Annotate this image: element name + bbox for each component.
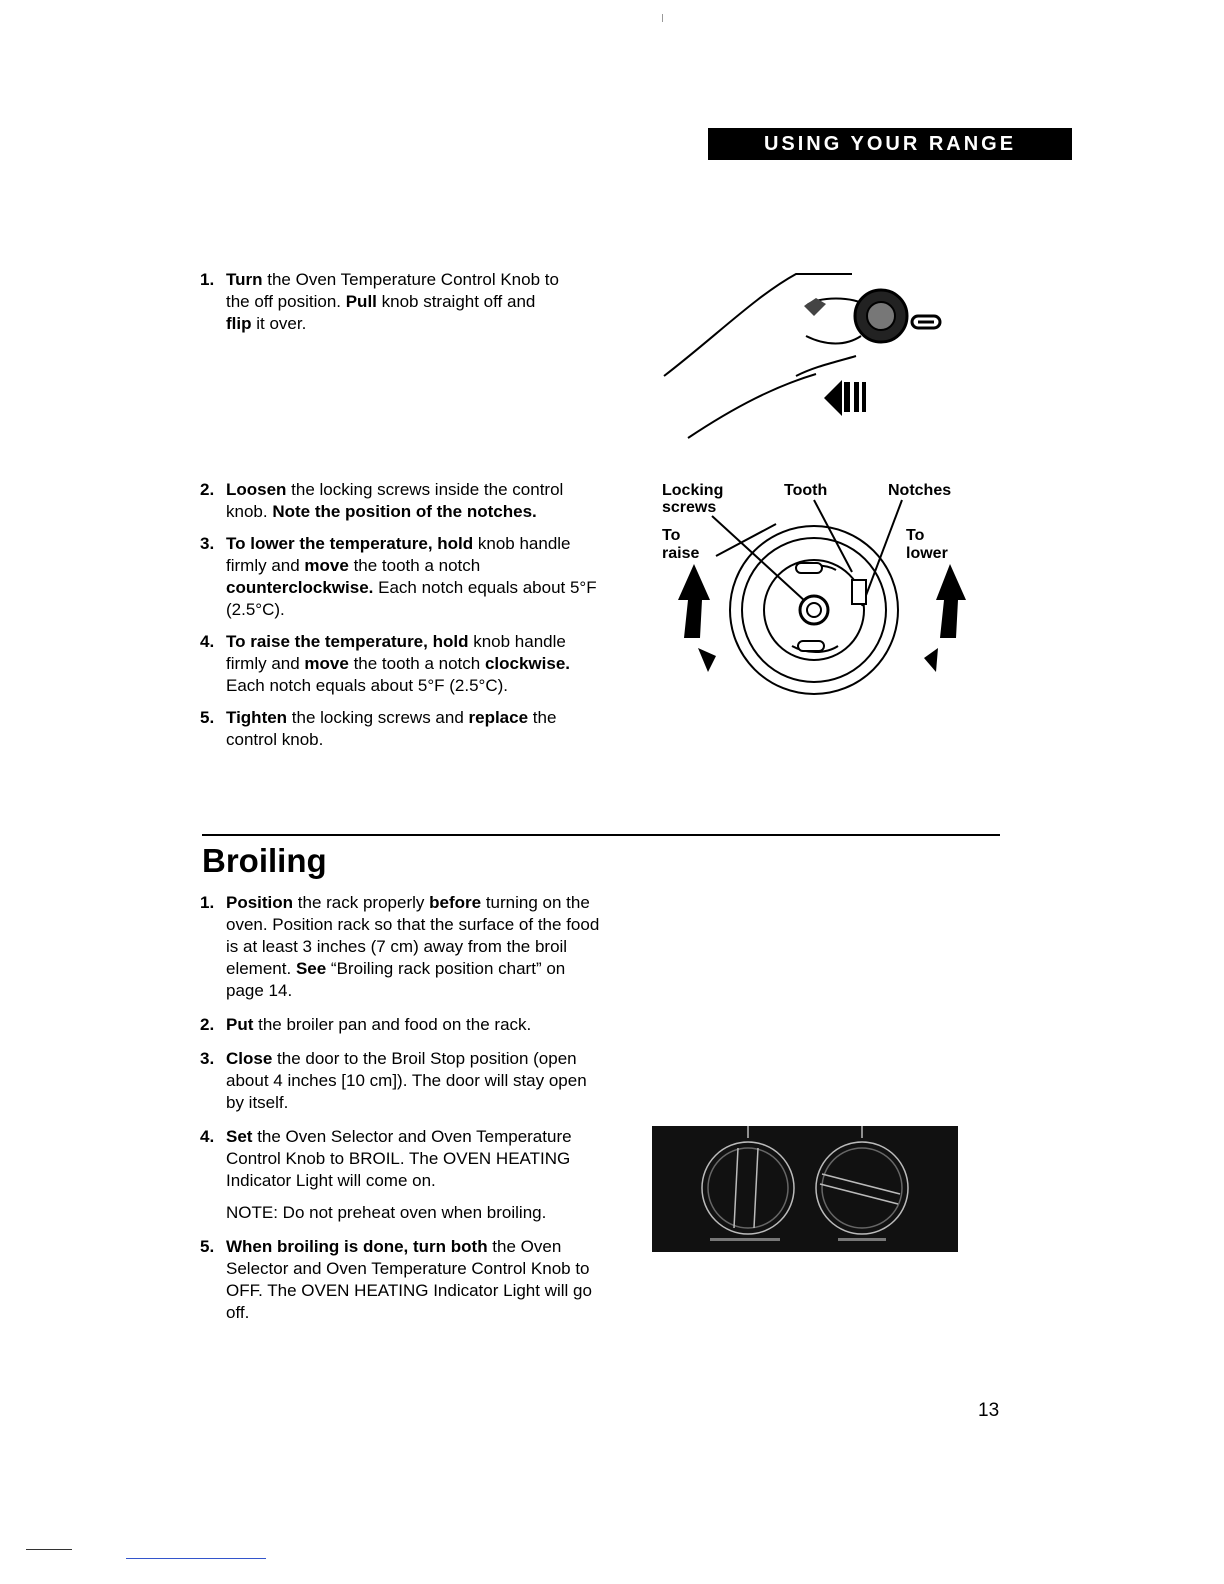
step-number: 1. bbox=[200, 893, 215, 912]
step-item bbox=[200, 1014, 600, 1036]
body-text: the door to the Broil Stop position (open about 4 inches [10 cm]). The door will stay open by itself. bbox=[226, 1049, 587, 1112]
body-text: the broiler pan and food on the rack. bbox=[253, 1015, 532, 1034]
knob-removal-steps bbox=[200, 269, 560, 335]
bold-text: move bbox=[304, 654, 349, 673]
label-screws: screws bbox=[662, 499, 717, 516]
bold-text: Tighten bbox=[226, 708, 288, 727]
label-to-lower-1: To bbox=[906, 527, 925, 544]
body-text: the control knob. bbox=[226, 708, 557, 749]
step-text bbox=[226, 707, 600, 751]
step-number: 5. bbox=[200, 1237, 215, 1256]
bold-text: before bbox=[429, 893, 482, 912]
step-item bbox=[200, 533, 600, 621]
section-divider bbox=[202, 834, 1000, 836]
label-locking: Locking bbox=[662, 482, 724, 499]
body-text: knob straight off and bbox=[376, 292, 536, 311]
step-number: 4. bbox=[200, 632, 215, 651]
bold-text: replace bbox=[468, 708, 529, 727]
knob-adjustment-diagram bbox=[656, 476, 966, 696]
footer-link-underline bbox=[126, 1558, 266, 1559]
step-text bbox=[226, 479, 600, 523]
step-item bbox=[200, 1126, 600, 1224]
broiling-steps bbox=[200, 892, 600, 1336]
body-text: the tooth a notch bbox=[348, 556, 481, 575]
step-text bbox=[226, 1126, 600, 1192]
body-text: the Oven Temperature Control Knob to the off position. bbox=[226, 270, 559, 311]
hand-pulling-knob-illustration bbox=[656, 266, 956, 446]
body-text: knob handle firmly and bbox=[226, 534, 571, 575]
step-number: 3. bbox=[200, 534, 215, 553]
bold-text: See bbox=[295, 959, 327, 978]
step-text bbox=[226, 1236, 600, 1324]
scan-mark bbox=[662, 14, 663, 22]
body-text: NOTE: Do not preheat oven when broiling. bbox=[226, 1203, 547, 1222]
step-item bbox=[200, 269, 560, 335]
bold-text: clockwise. bbox=[484, 654, 571, 673]
step-number: 5. bbox=[200, 708, 215, 727]
bold-text: Set bbox=[226, 1127, 253, 1146]
body-text: Each notch equals about 5°F (2.5°C). bbox=[226, 578, 597, 619]
step-number: 4. bbox=[200, 1127, 215, 1146]
label-to-raise-1: To bbox=[662, 527, 681, 544]
step-item bbox=[200, 707, 600, 751]
section-header-bar: USING YOUR RANGE bbox=[708, 128, 1072, 160]
step-item bbox=[200, 892, 600, 1002]
bold-text: counterclockwise. bbox=[226, 578, 374, 597]
step-text bbox=[226, 1014, 600, 1036]
label-tooth: Tooth bbox=[784, 482, 828, 499]
bold-text: Put bbox=[226, 1015, 254, 1034]
step-item bbox=[200, 1048, 600, 1114]
body-text: the rack properly bbox=[293, 893, 430, 912]
step-number: 1. bbox=[200, 270, 215, 289]
step-item bbox=[200, 631, 600, 697]
step-note bbox=[226, 1202, 600, 1224]
bold-text: To raise the temperature, hold bbox=[226, 632, 469, 651]
body-text: turning on the oven. Position rack so that the surface of the food is at least 3 inches (7 cm) away from the broil element. bbox=[226, 893, 600, 978]
body-text: the Oven Selector and Oven Temperature Control Knob to OFF. The OVEN HEATING Indicator Light will go off. bbox=[226, 1237, 592, 1322]
step-number: 2. bbox=[200, 480, 215, 499]
step-text bbox=[226, 631, 600, 697]
bold-text: move bbox=[304, 556, 349, 575]
step-text bbox=[226, 1048, 600, 1114]
bold-text: Loosen bbox=[226, 480, 287, 499]
temperature-adjust-steps bbox=[200, 479, 600, 761]
body-text: Each notch equals about 5°F (2.5°C). bbox=[226, 676, 508, 695]
body-text: knob handle firmly and bbox=[226, 632, 566, 673]
bold-text: Pull bbox=[345, 292, 377, 311]
bold-text: When broiling is done, turn both bbox=[226, 1237, 488, 1256]
bold-text: Turn bbox=[226, 270, 263, 289]
step-item bbox=[200, 1236, 600, 1324]
body-text: the Oven Selector and Oven Temperature Control Knob to BROIL. The OVEN HEATING Indicator Light will come on. bbox=[226, 1127, 572, 1190]
body-text: the locking screws and bbox=[287, 708, 469, 727]
label-notches: Notches bbox=[888, 482, 952, 499]
body-text: the locking screws inside the control knob. bbox=[226, 480, 564, 521]
bold-text: Close bbox=[226, 1049, 273, 1068]
section-title-broiling: Broiling bbox=[202, 842, 327, 879]
step-number: 3. bbox=[200, 1049, 215, 1068]
body-text: “Broiling rack position chart” on page 14. bbox=[226, 959, 566, 1000]
footer-rule bbox=[26, 1549, 72, 1550]
step-text bbox=[226, 892, 600, 1002]
bold-text: To lower the temperature, hold bbox=[226, 534, 474, 553]
bold-text: Note the position of the notches. bbox=[272, 502, 537, 521]
label-to-raise-2: raise bbox=[662, 545, 700, 562]
label-to-lower-2: lower bbox=[906, 545, 948, 562]
body-text: the tooth a notch bbox=[348, 654, 485, 673]
step-text bbox=[226, 269, 560, 335]
bold-text: Position bbox=[226, 893, 294, 912]
step-number: 2. bbox=[200, 1015, 215, 1034]
control-knobs-photo bbox=[652, 1126, 958, 1252]
step-item bbox=[200, 479, 600, 523]
page-number: 13 bbox=[978, 1400, 1000, 1421]
step-text bbox=[226, 533, 600, 621]
body-text: it over. bbox=[251, 314, 307, 333]
bold-text: flip bbox=[226, 314, 252, 333]
